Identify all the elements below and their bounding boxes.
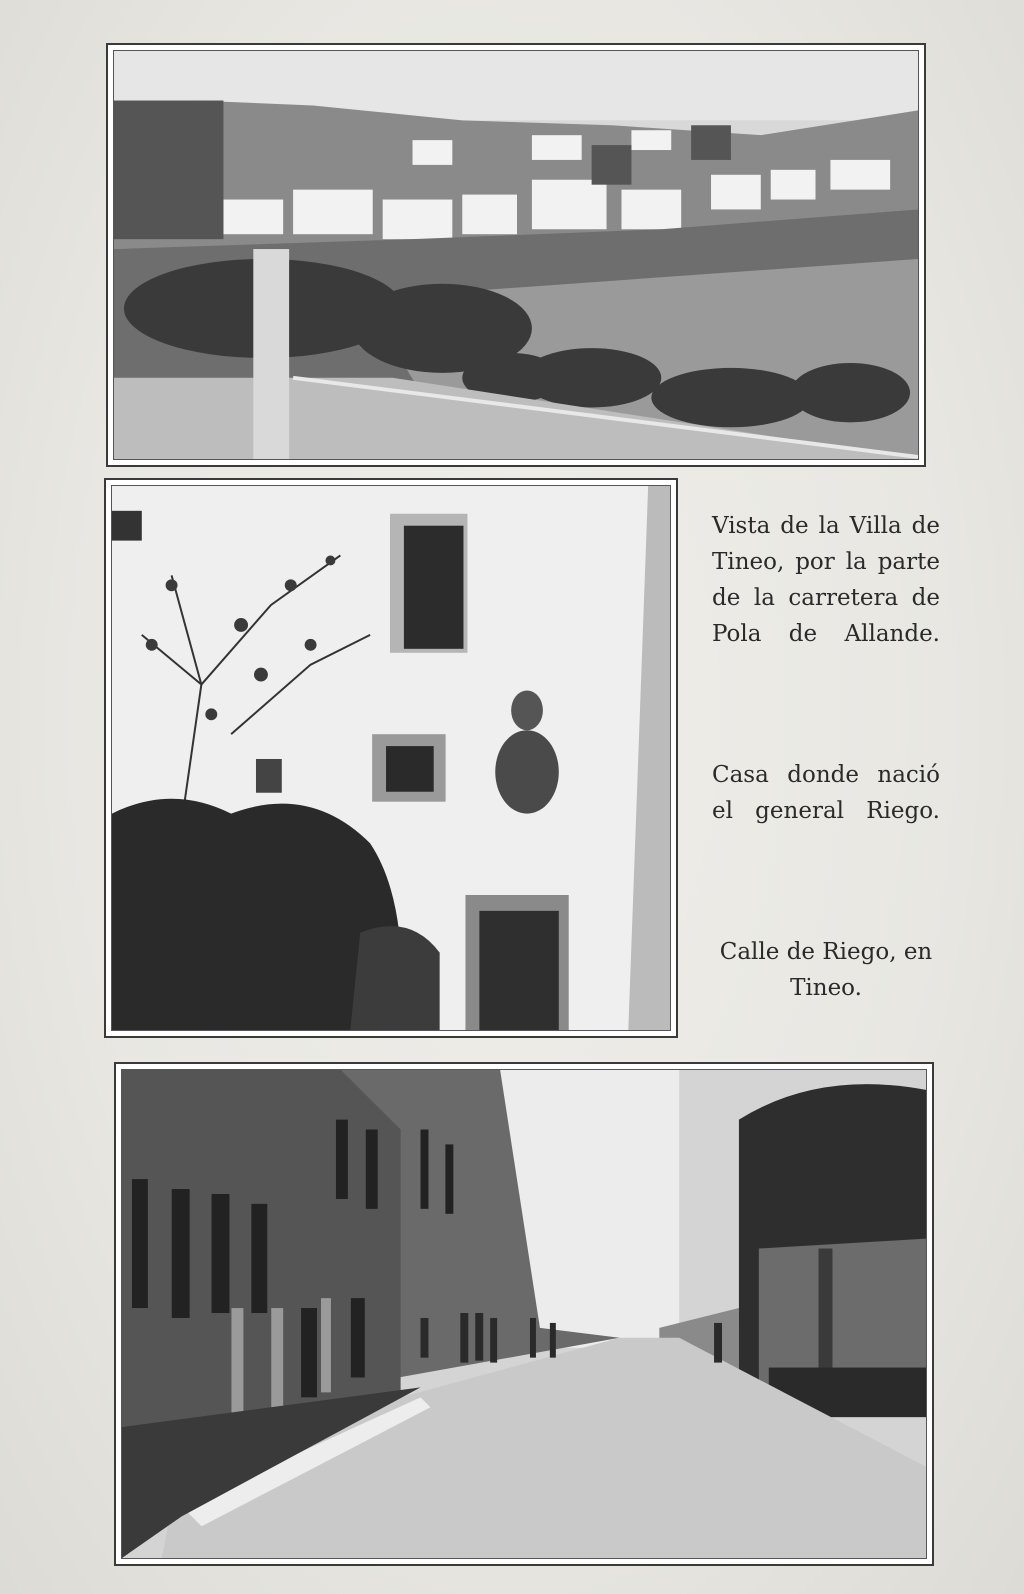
caption-line: Pola de Allande. [712,621,940,647]
caption-line: Casa donde nació [712,762,940,788]
caption-casa [712,757,940,829]
town-panorama-photo [106,43,926,467]
birth-house-photo [104,478,678,1038]
caption-line: de la carretera de [712,585,940,611]
caption-calle [712,934,940,1006]
street-photo [114,1062,934,1566]
caption-line: el general Riego. [712,798,940,824]
caption-line: Vista de la Villa de [712,513,940,539]
caption-line: Calle de Riego, en [719,939,933,965]
caption-line: Tineo. [790,975,862,1001]
caption-villa [712,508,940,652]
caption-line: Tineo, por la parte [712,549,940,575]
